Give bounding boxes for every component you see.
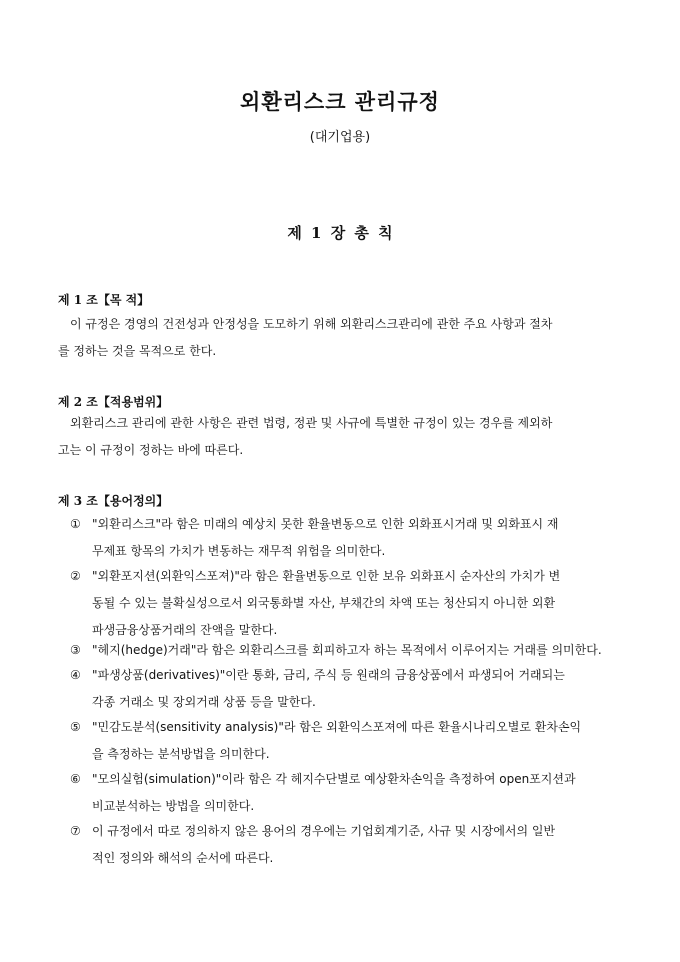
item-text-continued: 동될 수 있는 불확실성으로서 외국통화별 자산, 부채간의 차액 또는 청산되지 아니한 외환	[92, 596, 556, 610]
item-number: ②	[70, 569, 81, 583]
article-2-line-2: 고는 이 규정이 정하는 바에 따른다.	[58, 443, 244, 457]
article-2-line-1: 외환리스크 관리에 관한 사항은 관련 법령, 정관 및 사규에 특별한 규정이 있는 경우를 제외하	[70, 416, 553, 430]
definition-item-3	[70, 637, 622, 664]
item-number: ⑥	[70, 772, 81, 786]
chapter-heading: 제 1 장 총 칙	[287, 224, 393, 242]
item-text: 이 규정에서 따로 정의하지 않은 용어의 경우에는 기업회계기준, 사규 및 시장에서의 일반	[92, 824, 556, 838]
definition-item-6	[70, 766, 622, 820]
item-number: ①	[70, 517, 81, 531]
item-text-continued: 비교분석하는 방법을 의미한다.	[92, 799, 255, 813]
item-text: "외환리스크"라 함은 미래의 예상치 못한 환율변동으로 인한 외화표시거래 및 외화표시 재	[92, 517, 559, 531]
definition-item-4	[70, 662, 622, 716]
definition-item-5	[70, 714, 622, 768]
item-text: "모의실험(simulation)"이라 함은 각 헤지수단별로 예상환차손익을 측정하여 open포지션과	[92, 772, 576, 786]
article-3-heading: 제 3 조【용어정의】	[58, 494, 169, 508]
item-number: ③	[70, 643, 81, 657]
item-number: ⑦	[70, 824, 81, 838]
article-2-heading: 제 2 조【적용범위】	[58, 395, 169, 409]
item-text-continued: 각종 거래소 및 장외거래 상품 등을 말한다.	[92, 695, 316, 709]
item-number: ⑤	[70, 720, 81, 734]
item-text-continued: 을 측정하는 분석방법을 의미한다.	[92, 747, 270, 761]
article-1-heading: 제 1 조【목 적】	[58, 293, 150, 307]
item-text-continued: 적인 정의와 해석의 순서에 따른다.	[92, 851, 274, 865]
item-text: "외환포지션(외환익스포져)"라 함은 환율변동으로 인한 보유 외화표시 순자산의 가치가 변	[92, 569, 561, 583]
item-text: "민감도분석(sensitivity analysis)"라 함은 외환익스포져에 따른 환율시나리오별로 환차손익	[92, 720, 582, 734]
definition-item-1	[70, 511, 622, 565]
item-text: "헤지(hedge)거래"라 함은 외환리스크를 회피하고자 하는 목적에서 이루어지는 거래를 의미한다.	[92, 643, 602, 657]
article-1-line-2: 를 정하는 것을 목적으로 한다.	[58, 344, 217, 358]
article-1-body	[58, 311, 620, 365]
definition-item-7	[70, 818, 622, 872]
item-text-continued: 파생금융상품거래의 잔액을 말한다.	[92, 623, 278, 637]
item-text-continued: 무제표 항목의 가치가 변동하는 재무적 위험을 의미한다.	[92, 544, 386, 558]
article-1-line-1: 이 규정은 경영의 건전성과 안정성을 도모하기 위해 외환리스크관리에 관한 주요 사항과 절차	[70, 317, 553, 331]
article-2-body	[58, 410, 620, 464]
document-title: 외환리스크 관리규정	[240, 89, 440, 114]
definition-item-2	[70, 563, 622, 644]
item-number: ④	[70, 668, 81, 682]
document-subtitle: (대기업용)	[309, 130, 371, 145]
item-text: "파생상품(derivatives)"이란 통화, 금리, 주식 등 원래의 금융상품에서 파생되어 거래되는	[92, 668, 565, 682]
